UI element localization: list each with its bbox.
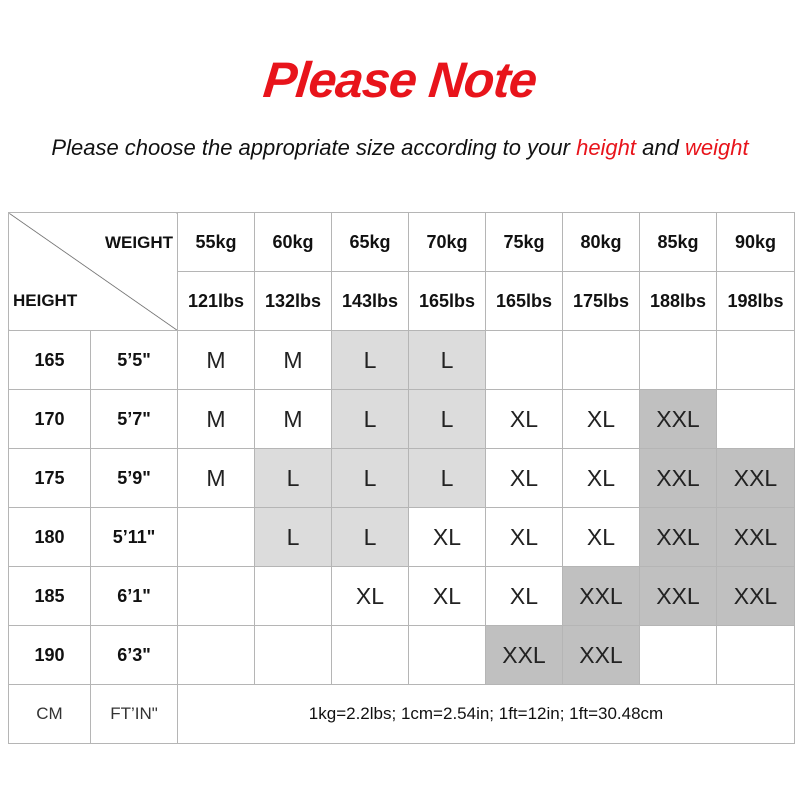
- size-cell: XXL: [486, 626, 563, 685]
- size-cell: L: [409, 449, 486, 508]
- size-cell: XXL: [640, 567, 717, 626]
- size-cell: XL: [409, 567, 486, 626]
- table-row: [9, 508, 795, 567]
- size-cell: L: [409, 331, 486, 390]
- weight-lbs-header: 165lbs: [486, 272, 563, 331]
- size-cell: XXL: [640, 390, 717, 449]
- weight-lbs-header: 175lbs: [563, 272, 640, 331]
- subtitle-and: and: [642, 135, 679, 160]
- size-chart-table: [8, 212, 795, 744]
- size-cell: [563, 331, 640, 390]
- size-cell: [255, 626, 332, 685]
- weight-lbs-header: 165lbs: [409, 272, 486, 331]
- weight-lbs-header: 121lbs: [178, 272, 255, 331]
- subtitle: [0, 132, 800, 164]
- size-cell: XL: [486, 567, 563, 626]
- height-ft-cell: 6’1": [91, 567, 178, 626]
- size-cell: XXL: [717, 567, 795, 626]
- size-cell: [332, 626, 409, 685]
- size-cell: [486, 331, 563, 390]
- size-cell: XL: [563, 508, 640, 567]
- table-row: [9, 390, 795, 449]
- height-cm-cell: 190: [9, 626, 91, 685]
- size-cell: M: [255, 390, 332, 449]
- size-cell: XXL: [640, 508, 717, 567]
- size-cell: [178, 567, 255, 626]
- size-cell: XXL: [717, 508, 795, 567]
- size-cell: XL: [486, 449, 563, 508]
- weight-header: WEIGHT: [105, 233, 173, 252]
- size-cell: XXL: [563, 626, 640, 685]
- height-ft-cell: 5’9": [91, 449, 178, 508]
- header-row-kg: [9, 213, 795, 272]
- size-cell: M: [178, 449, 255, 508]
- height-cm-cell: 175: [9, 449, 91, 508]
- size-cell: [717, 626, 795, 685]
- size-cell: M: [178, 331, 255, 390]
- table-row: [9, 626, 795, 685]
- height-cm-cell: 180: [9, 508, 91, 567]
- table-row: [9, 567, 795, 626]
- unit-ft-cell: FT’IN": [91, 685, 178, 744]
- subtitle-prefix: Please choose the appropriate size according to your: [51, 135, 570, 160]
- height-ft-cell: 6’3": [91, 626, 178, 685]
- subtitle-weight-word: weight: [685, 135, 749, 160]
- size-cell: [717, 331, 795, 390]
- height-ft-cell: 5’7": [91, 390, 178, 449]
- size-cell: [717, 390, 795, 449]
- weight-lbs-header: 198lbs: [717, 272, 795, 331]
- size-cell: [640, 331, 717, 390]
- height-ft-cell: 5’11": [91, 508, 178, 567]
- size-cell: XL: [486, 508, 563, 567]
- size-cell: L: [332, 331, 409, 390]
- size-cell: XXL: [640, 449, 717, 508]
- page-title: Please Note: [260, 52, 540, 108]
- size-cell: XL: [486, 390, 563, 449]
- footer-row: [9, 685, 795, 744]
- size-cell: XL: [563, 449, 640, 508]
- size-cell: XXL: [717, 449, 795, 508]
- weight-kg-header: 65kg: [332, 213, 409, 272]
- size-cell: M: [255, 331, 332, 390]
- size-cell: M: [178, 390, 255, 449]
- header-corner-cell: [9, 213, 178, 331]
- weight-kg-header: 70kg: [409, 213, 486, 272]
- conversion-cell: 1kg=2.2lbs; 1cm=2.54in; 1ft=12in; 1ft=30.48cm: [178, 685, 795, 744]
- weight-kg-header: 55kg: [178, 213, 255, 272]
- height-cm-cell: 170: [9, 390, 91, 449]
- size-cell: [255, 567, 332, 626]
- weight-kg-header: 85kg: [640, 213, 717, 272]
- height-cm-cell: 185: [9, 567, 91, 626]
- size-cell: L: [409, 390, 486, 449]
- size-cell: L: [332, 390, 409, 449]
- weight-lbs-header: 132lbs: [255, 272, 332, 331]
- table-row: [9, 449, 795, 508]
- size-cell: [640, 626, 717, 685]
- size-cell: [178, 626, 255, 685]
- height-cm-cell: 165: [9, 331, 91, 390]
- weight-kg-header: 75kg: [486, 213, 563, 272]
- size-cell: XL: [409, 508, 486, 567]
- weight-lbs-header: 143lbs: [332, 272, 409, 331]
- size-cell: [178, 508, 255, 567]
- weight-kg-header: 80kg: [563, 213, 640, 272]
- height-header: HEIGHT: [13, 291, 78, 310]
- weight-kg-header: 90kg: [717, 213, 795, 272]
- size-cell: L: [255, 449, 332, 508]
- size-cell: XL: [332, 567, 409, 626]
- size-cell: XL: [563, 390, 640, 449]
- unit-cm-cell: CM: [9, 685, 91, 744]
- size-cell: [409, 626, 486, 685]
- size-cell: XXL: [563, 567, 640, 626]
- weight-kg-header: 60kg: [255, 213, 332, 272]
- subtitle-height-word: height: [576, 135, 637, 160]
- table-row: [9, 331, 795, 390]
- height-ft-cell: 5’5": [91, 331, 178, 390]
- size-cell: L: [332, 449, 409, 508]
- size-cell: L: [332, 508, 409, 567]
- weight-lbs-header: 188lbs: [640, 272, 717, 331]
- size-cell: L: [255, 508, 332, 567]
